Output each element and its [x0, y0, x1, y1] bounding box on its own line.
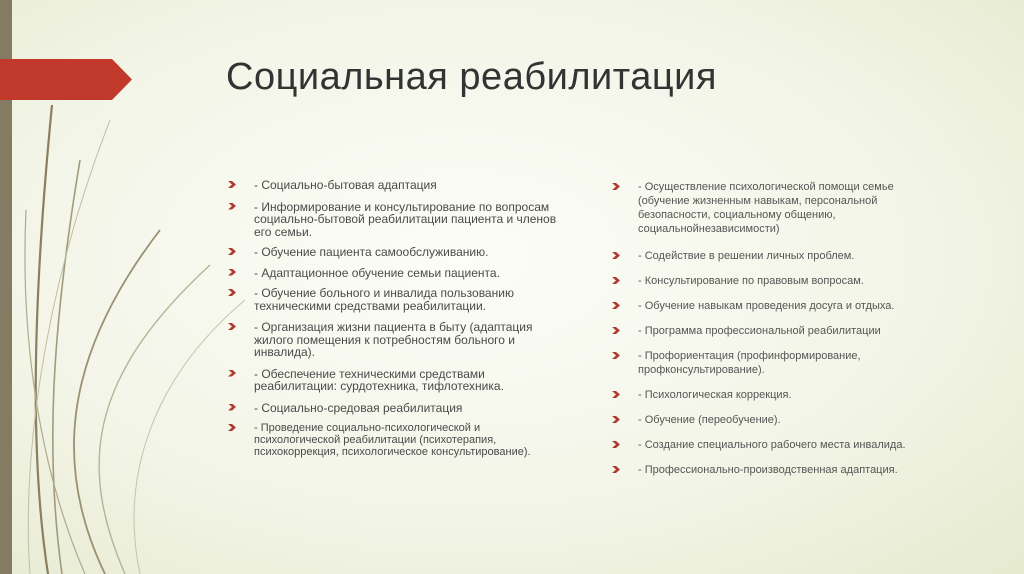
arrow-bullet-icon — [612, 277, 620, 284]
list-item — [228, 201, 568, 239]
list-item-text: - Программа профессиональной реабилитации — [638, 325, 881, 337]
arrow-bullet-icon — [612, 441, 620, 448]
list-item — [228, 267, 568, 280]
list-item-text: - Профориентация (профинформирование, профконсультирование). — [638, 350, 861, 376]
arrow-bullet-icon — [228, 181, 236, 188]
right-bullet-list — [612, 180, 947, 477]
list-item — [228, 179, 568, 192]
list-item — [612, 388, 947, 402]
list-item-text: - Социально-бытовая адаптация — [254, 178, 437, 192]
list-item-text: - Информирование и консультирование по вопросам социально-бытовой реабилитации пациента и членов его семьи. — [254, 199, 557, 239]
arrow-bullet-icon — [228, 323, 236, 330]
list-item — [612, 180, 947, 236]
arrow-bullet-icon — [612, 252, 620, 259]
arrow-bullet-icon — [612, 302, 620, 309]
list-item — [612, 274, 947, 288]
arrow-bullet-icon — [228, 203, 236, 210]
arrow-bullet-icon — [228, 404, 236, 411]
arrow-bullet-icon — [612, 327, 620, 334]
list-item — [612, 463, 947, 477]
list-item — [612, 324, 947, 338]
list-item-text: - Обучение пациента самообслуживанию. — [254, 245, 489, 259]
list-item-text: - Создание специального рабочего места инвалида. — [638, 439, 906, 451]
list-item-text: - Осуществление психологической помощи семье (обучение жизненным навыкам, персональной безопасности, социальному общению, социальнойнезависимости) — [638, 181, 894, 235]
list-item-text: - Обеспечение техническими средствами реабилитации: сурдотехника, тифлотехника. — [254, 366, 504, 393]
list-item-text: - Обучение больного и инвалида пользованию техническими средствами реабилитации. — [254, 286, 514, 313]
list-item-text: - Обучение (переобучение). — [638, 414, 781, 426]
list-item — [228, 368, 568, 393]
list-item — [228, 402, 568, 415]
arrow-bullet-icon — [612, 416, 620, 423]
arrow-bullet-icon — [228, 370, 236, 377]
list-item — [612, 413, 947, 427]
left-bullet-list — [228, 179, 568, 458]
arrow-bullet-icon — [612, 391, 620, 398]
list-item-text: - Психологическая коррекция. — [638, 389, 792, 401]
list-item-text: - Социально-средовая реабилитация — [254, 400, 463, 415]
arrow-bullet-icon — [228, 248, 236, 255]
list-item-text: - Проведение социально-психологической и психологической реабилитации (психотерапия, психокоррекция, психологическое консультирование). — [254, 422, 531, 458]
list-item-text: - Организация жизни пациента в быту (адаптация жилого помещения к потребностям больного и инвалида). — [254, 320, 533, 359]
list-item — [612, 249, 947, 263]
list-item — [228, 287, 568, 312]
list-item-text: - Консультирование по правовым вопросам. — [638, 275, 864, 287]
title-arrow-icon — [0, 59, 132, 100]
list-item — [228, 246, 568, 259]
arrow-bullet-icon — [612, 352, 620, 359]
list-item-text: - Профессионально-производственная адаптация. — [638, 464, 898, 476]
list-item — [612, 349, 947, 377]
arrow-bullet-icon — [228, 269, 236, 276]
list-item-text: - Содействие в решении личных проблем. — [638, 250, 855, 262]
list-item — [228, 422, 568, 458]
list-item — [228, 321, 568, 359]
arrow-bullet-icon — [612, 466, 620, 473]
slide-title: Социальная реабилитация — [226, 56, 717, 98]
arrow-bullet-icon — [228, 424, 236, 431]
list-item — [612, 438, 947, 452]
list-item-text: - Адаптационное обучение семьи пациента. — [254, 265, 500, 280]
list-item — [612, 299, 947, 313]
arrow-bullet-icon — [612, 183, 620, 190]
arrow-bullet-icon — [228, 289, 236, 296]
list-item-text: - Обучение навыкам проведения досуга и отдыха. — [638, 300, 895, 312]
